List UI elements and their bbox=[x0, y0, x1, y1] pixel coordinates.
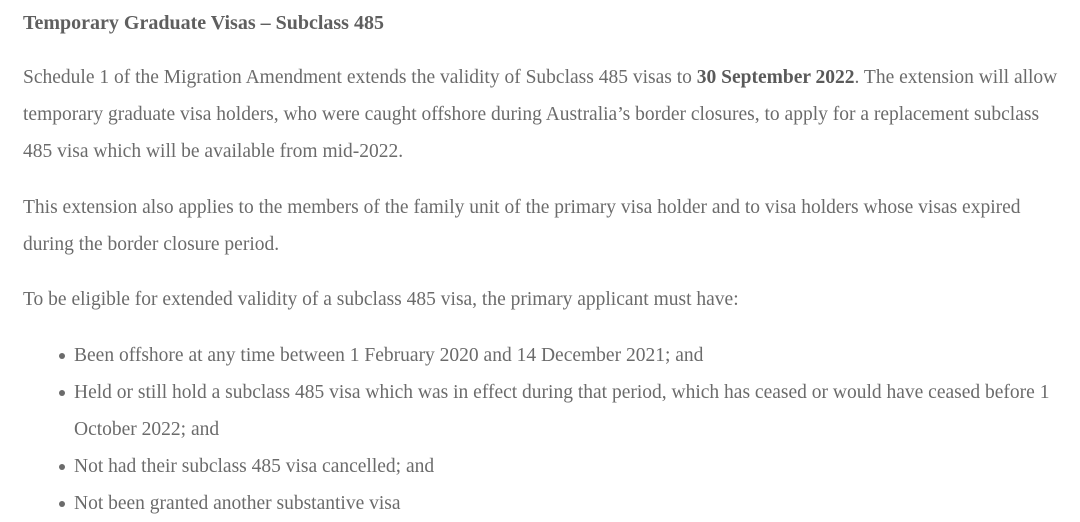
extension-date: 30 September 2022 bbox=[696, 67, 855, 88]
section-heading: Temporary Graduate Visas – Subclass 485 bbox=[23, 12, 384, 34]
paragraph-extension-rest: . The extension will allow temporary graduate visa holders, who were caught offshore during Australia’s border closures, to apply for a replacement subclass 485 visa which will be available from mid-2022. bbox=[23, 67, 1058, 162]
paragraph-extension-intro: Schedule 1 of the Migration Amendment extends the validity of Subclass 485 visas to bbox=[23, 67, 697, 88]
list-item: Held or still hold a subclass 485 visa which was in effect during that period, which has ceased or would have ceased before 1 October 2022; and bbox=[74, 374, 1063, 448]
list-item: Not been granted another substantive visa bbox=[74, 485, 1063, 522]
list-item: Not had their subclass 485 visa cancelled; and bbox=[74, 448, 1063, 485]
paragraph-family-unit: This extension also applies to the members of the family unit of the primary visa holder and to visa holders whose visas expired during the border closure period. bbox=[23, 197, 1021, 255]
paragraph-extension bbox=[23, 59, 1063, 170]
paragraph-eligibility: To be eligible for extended validity of a subclass 485 visa, the primary applicant must have: bbox=[23, 289, 739, 310]
list-item: Been offshore at any time between 1 February 2020 and 14 December 2021; and bbox=[74, 337, 1063, 374]
eligibility-list bbox=[23, 337, 1063, 522]
